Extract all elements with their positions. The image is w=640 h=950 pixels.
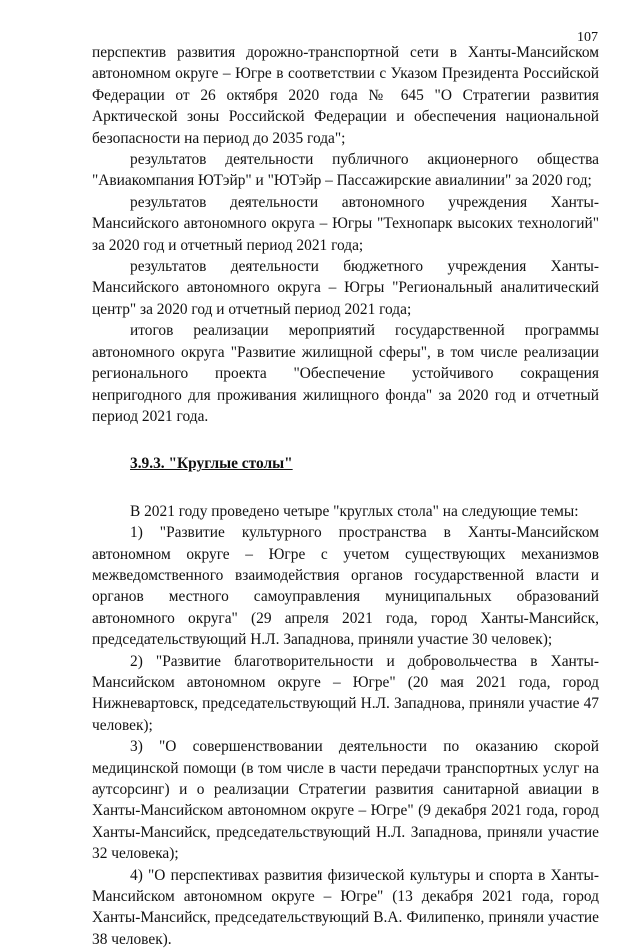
page-number: 107: [577, 30, 598, 45]
paragraph-continuation: перспектив развития дорожно-транспортной сети в Ханты-Мансийском автономном округе – Югре в соответствии с Указом Президента Российской Федерации от 26 октября 2020 года № 645 "О Стратегии развития Арктической зоны Российской Федерации и обеспечения национальной безопасности на период до 2035 года";: [92, 44, 599, 147]
roundtable-item-1: 1) "Развитие культурного пространства в Ханты-Мансийском автономном округе – Югре с учетом существующих механизмов межведомственного взаимодействия органов государственной власти и органов местного самоуправления муниципальных образований автономного округа" (29 апреля 2021 года, город Ханты-Мансийск, председательствующий Н.Л. Западнова, приняли участие 30 человек);: [92, 524, 599, 649]
document-body: [92, 42, 599, 950]
roundtables-intro: В 2021 году проведено четыре "круглых стола" на следующие темы:: [130, 502, 579, 520]
section-heading: 3.9.3. "Круглые столы": [130, 455, 293, 473]
paragraph-technopark-results: результатов деятельности автономного учреждения Ханты-Мансийского автономного округа – Югры "Технопарк высоких технологий" за 2020 год и отчетный период 2021 года;: [92, 193, 599, 254]
paragraph-utair-results: результатов деятельности публичного акционерного общества "Авиакомпания ЮТэйр" и "ЮТэйр – Пассажирские авиалинии" за 2020 год;: [92, 151, 599, 190]
roundtable-item-3: 3) "О совершенствовании деятельности по оказанию скорой медицинской помощи (в том числе в части передачи транспортных услуг на аутсорсинг) и о реализации Стратегии развития санитарной авиации в Ханты-Мансийском автономном округе – Югре" (9 декабря 2021 года, город Ханты-Мансийск, председательствующий Н.Л. Западнова, приняли участие 32 человека);: [92, 738, 599, 863]
paragraph-housing-program-results: итогов реализации мероприятий государственной программы автономного округа "Развитие жилищной сферы", в том числе реализации регионального проекта "Обеспечение устойчивого сокращения непригодного для проживания жилищного фонда" за 2020 год и отчетный период 2021 года.: [92, 322, 599, 425]
paragraph-analytic-center-results: результатов деятельности бюджетного учреждения Ханты-Мансийского автономного округа – Югры "Региональный аналитический центр" за 2020 год и отчетный период 2021 года;: [92, 258, 599, 318]
roundtable-item-4: 4) "О перспективах развития физической культуры и спорта в Ханты-Мансийском автономном округе – Югре" (13 декабря 2021 года, город Ханты-Мансийск, председательствующий В.А. Филипенко, приняли участие 38 человек).: [92, 866, 599, 948]
roundtable-item-2: 2) "Развитие благотворительности и добровольчества в Ханты-Мансийском автономном округе – Югре" (20 мая 2021 года, город Нижневартовск, председательствующий Н.Л. Западнова, приняли участие 47 человек);: [92, 652, 599, 734]
